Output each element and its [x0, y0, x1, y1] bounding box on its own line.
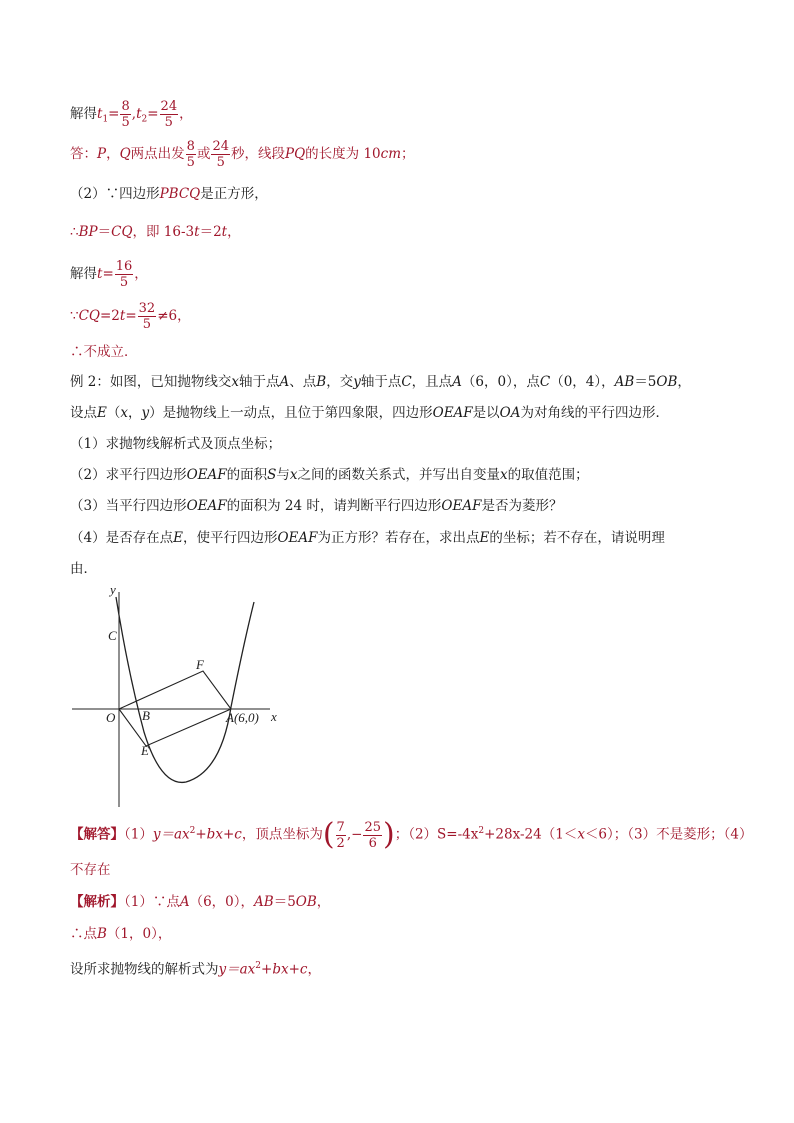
- left-paren: (: [322, 817, 335, 852]
- text: （3）当平行四边形: [70, 498, 187, 514]
- text: 例 2：如图，已知抛物线交: [70, 374, 232, 390]
- text: 秒，线段: [231, 146, 285, 162]
- question-4-cont: [70, 559, 97, 579]
- var-t: t: [221, 224, 228, 240]
- numerator: 24: [212, 139, 229, 154]
- therefore-symbol: ∴: [70, 224, 79, 240]
- var-t: t: [194, 224, 200, 240]
- denominator: 6: [368, 835, 377, 851]
- fraction-7-2: [336, 821, 346, 850]
- text: ∴不成立．: [70, 344, 138, 360]
- fraction-32-5: [138, 302, 157, 331]
- text: 、点: [289, 374, 317, 390]
- punct: ，: [227, 224, 241, 240]
- punct: ；: [401, 146, 415, 162]
- text: 的坐标；若不存在，请说明理: [489, 530, 665, 546]
- equals: =: [102, 266, 114, 282]
- label-text: 解得: [70, 106, 97, 122]
- cq-check-line: [70, 302, 191, 331]
- var-E: E: [479, 530, 490, 546]
- equals: ＝: [97, 224, 112, 240]
- text: 为正方形？若存在，求出点: [317, 530, 480, 546]
- text: （1）∵点: [124, 894, 180, 910]
- text: ＝5: [634, 374, 657, 390]
- text: （4）是否存在点: [70, 530, 174, 546]
- var-y: y: [353, 374, 361, 390]
- subscript: 1: [102, 114, 109, 125]
- text: ∴点: [70, 926, 97, 942]
- var-AB: AB: [614, 374, 635, 390]
- var-A: A: [452, 374, 462, 390]
- equals: =: [147, 106, 159, 122]
- text: （6，0），点: [461, 374, 540, 390]
- text: （2）∵四边形: [70, 186, 160, 202]
- numerator: 25: [364, 819, 381, 835]
- text: 与: [276, 467, 290, 483]
- text: 轴于点: [239, 374, 280, 390]
- question-2: [70, 465, 589, 485]
- var-A: A: [279, 374, 290, 390]
- var-x: x: [120, 405, 128, 421]
- text: （: [106, 405, 121, 421]
- label-text: 答：: [70, 146, 97, 162]
- equation: +bx+c: [195, 826, 242, 843]
- numerator: 8: [121, 99, 130, 114]
- solve-t-line: [70, 100, 193, 130]
- var-t: t: [97, 106, 103, 122]
- equals: =: [125, 308, 137, 324]
- text: （1）求抛物线解析式及顶点坐标；: [70, 436, 282, 452]
- var-P: P: [97, 146, 107, 162]
- fraction-24-5: [211, 140, 230, 169]
- var-x: x: [577, 826, 585, 843]
- text: 不存在: [70, 862, 111, 878]
- question-1: [70, 434, 281, 454]
- var-S: S: [267, 467, 277, 483]
- label-F: F: [196, 657, 204, 672]
- right-paren: ): [382, 817, 395, 852]
- solution-tag: 【解析】: [70, 894, 124, 910]
- text: ；（2）S=-4x: [394, 826, 479, 843]
- numerator: 32: [138, 301, 156, 316]
- text: 设所求抛物线的解析式为: [70, 961, 219, 978]
- var-AB: AB: [254, 894, 274, 910]
- answer-tag: 【解答】: [70, 826, 124, 843]
- fraction-8-5: [120, 100, 130, 129]
- text: 的面积为 24 时，请判断平行四边形: [226, 498, 442, 514]
- superscript: 2: [478, 826, 485, 836]
- text: 的取值范围；: [507, 467, 589, 483]
- var-OEAF: OEAF: [277, 530, 318, 546]
- example-line-2: [70, 403, 669, 423]
- equation: y＝ax: [152, 826, 190, 843]
- var-OEAF: OEAF: [186, 467, 227, 483]
- label-O: O: [106, 710, 116, 725]
- var-y: y: [141, 405, 150, 421]
- text: 两点出发: [130, 146, 185, 162]
- text: 轴于点: [360, 374, 402, 390]
- text: =2: [100, 308, 120, 324]
- label-text: 解得: [70, 266, 97, 282]
- punct: ，: [134, 266, 148, 282]
- solution-line-3: [70, 956, 321, 980]
- bp-cq-line: [70, 222, 241, 242]
- text: ，即 16-3: [132, 224, 195, 240]
- numerator: 16: [115, 259, 133, 274]
- text: 是以: [472, 405, 500, 421]
- text: 由．: [70, 561, 97, 577]
- comma: ,: [131, 106, 137, 122]
- text: ，: [127, 405, 142, 421]
- punct: ，: [106, 146, 120, 162]
- answer-cont: [70, 860, 111, 880]
- question-3: [70, 496, 562, 516]
- label-y: y: [110, 582, 116, 597]
- fraction-24-5: [160, 100, 179, 129]
- var-OEAF: OEAF: [441, 498, 482, 514]
- superscript: 2: [255, 961, 262, 971]
- minus: −: [351, 826, 363, 843]
- text: ＜6）；（3）不是菱形；（4）: [584, 826, 753, 843]
- fraction-16-5: [115, 260, 134, 289]
- punct: ，: [316, 894, 331, 910]
- solution-line-1: [70, 892, 330, 912]
- var-t: t: [97, 266, 103, 282]
- text: （6，0），: [189, 894, 255, 910]
- fraction-25-6: [363, 821, 382, 850]
- equation: y＝ax: [218, 961, 256, 978]
- var-E: E: [173, 530, 183, 546]
- var-OEAF: OEAF: [186, 498, 227, 514]
- text: +28x-24（1＜: [484, 826, 578, 843]
- label-x: x: [271, 709, 277, 724]
- text: ，顶点坐标为: [241, 826, 323, 843]
- var-OB: OB: [295, 894, 317, 910]
- denominator: 5: [142, 317, 152, 332]
- text: （1）: [124, 826, 153, 843]
- label-E: E: [141, 743, 149, 758]
- text: 是正方形，: [200, 186, 268, 202]
- numerator: 24: [160, 99, 178, 114]
- unit: cm: [380, 146, 402, 162]
- denominator: 5: [186, 155, 195, 170]
- var-C: C: [401, 374, 412, 390]
- var-E: E: [97, 405, 107, 421]
- subscript: 2: [141, 114, 148, 125]
- var-x: x: [231, 374, 240, 390]
- var-C: C: [539, 374, 551, 390]
- fraction-8-5: [186, 140, 196, 169]
- var-CQ: CQ: [78, 308, 100, 324]
- var-PQ: PQ: [285, 146, 306, 162]
- example-line-1: [70, 372, 691, 392]
- label-A: A(6,0): [226, 710, 259, 725]
- var-PBCQ: PBCQ: [159, 186, 201, 202]
- text: ＝5: [273, 894, 296, 910]
- conclusion-line: [70, 342, 138, 362]
- question-4: [70, 528, 665, 548]
- label-B: B: [142, 708, 150, 723]
- denominator: 5: [216, 155, 225, 170]
- text: ）是抛物线上一动点，且位于第四象限，四边形: [149, 405, 433, 421]
- equals: =: [108, 106, 120, 122]
- denominator: 5: [164, 115, 173, 130]
- text: 的面积: [226, 467, 268, 483]
- numerator: 8: [186, 139, 195, 154]
- text: ，且点: [411, 374, 453, 390]
- part2-line: [70, 184, 268, 204]
- punct: ，: [307, 961, 321, 978]
- parabola-curve: [116, 597, 254, 782]
- text: （2）求平行四边形: [70, 467, 187, 483]
- var-x: x: [500, 467, 508, 483]
- text: （1，0），: [106, 926, 172, 942]
- because-symbol: ∵: [70, 308, 79, 324]
- superscript: 2: [189, 826, 196, 836]
- text: （0，4），: [550, 374, 615, 390]
- var-A: A: [179, 894, 190, 910]
- equation: +bx+c: [261, 961, 308, 978]
- var-OB: OB: [656, 374, 678, 390]
- var-CQ: CQ: [111, 224, 133, 240]
- label-C: C: [108, 628, 117, 643]
- var-BP: BP: [78, 224, 98, 240]
- var-OA: OA: [499, 405, 521, 421]
- var-t: t: [119, 308, 126, 324]
- var-x: x: [289, 467, 298, 483]
- text: ＝2: [199, 224, 222, 240]
- var-B: B: [316, 374, 327, 390]
- text: 是否为菱形？: [481, 498, 563, 514]
- var-OEAF: OEAF: [432, 405, 473, 421]
- text: 之间的函数关系式，并写出自变量: [297, 467, 501, 483]
- solution-line-2: [70, 924, 171, 944]
- denominator: 5: [119, 275, 129, 290]
- denominator: 5: [121, 115, 130, 130]
- var-B: B: [97, 926, 107, 942]
- text: 为对角线的平行四边形．: [520, 405, 669, 421]
- text: ，交: [326, 374, 354, 390]
- parabola-figure: [66, 582, 286, 812]
- text: ，使平行四边形: [182, 530, 278, 546]
- answer-block: [70, 817, 753, 852]
- text: 设点: [70, 405, 97, 421]
- solve-t-line-2: [70, 260, 148, 289]
- punct: ，: [677, 374, 691, 390]
- text: ≠6，: [157, 308, 191, 324]
- punct: ，: [179, 106, 193, 122]
- comma: ,: [346, 826, 352, 843]
- denominator: 2: [336, 835, 345, 851]
- var-t: t: [136, 106, 142, 122]
- answer-line: [70, 140, 415, 169]
- text: 或: [196, 146, 211, 162]
- var-Q: Q: [119, 146, 131, 162]
- numerator: 7: [336, 819, 345, 835]
- text: 的长度为 10: [305, 146, 381, 162]
